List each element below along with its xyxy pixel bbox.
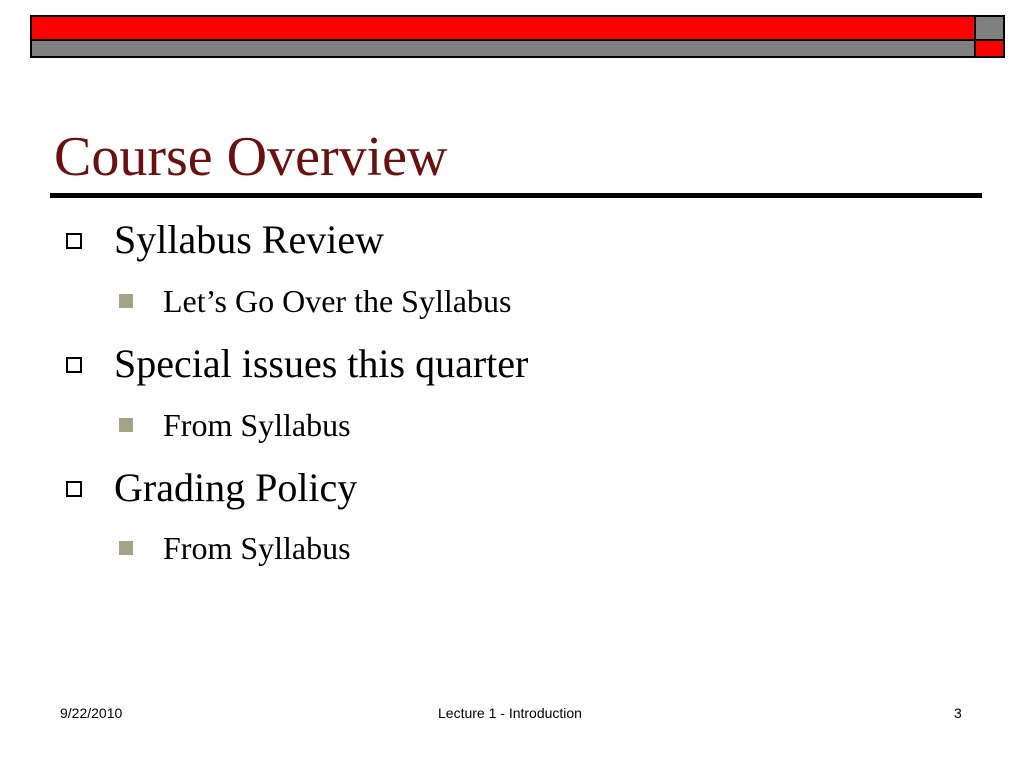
filled-square-bullet-icon: [119, 418, 133, 432]
bullet-item: Special issues this quarter: [114, 341, 529, 386]
filled-square-bullet-icon: [119, 294, 133, 308]
bullet-item: Syllabus Review: [114, 217, 384, 262]
filled-square-bullet-icon: [119, 541, 133, 555]
footer-lecture-title: Lecture 1 - Introduction: [438, 705, 582, 721]
footer-page-number: 3: [954, 705, 962, 721]
sub-bullet-item: Let’s Go Over the Syllabus: [163, 283, 512, 319]
slide-title: Course Overview: [54, 126, 448, 188]
hollow-square-bullet-icon: [66, 357, 82, 373]
footer-date: 9/22/2010: [60, 705, 123, 721]
sub-bullet-item: From Syllabus: [163, 530, 351, 566]
bullet-item: Grading Policy: [114, 465, 358, 510]
sub-bullet-item: From Syllabus: [163, 407, 351, 443]
hollow-square-bullet-icon: [66, 481, 82, 497]
hollow-square-bullet-icon: [66, 233, 82, 249]
